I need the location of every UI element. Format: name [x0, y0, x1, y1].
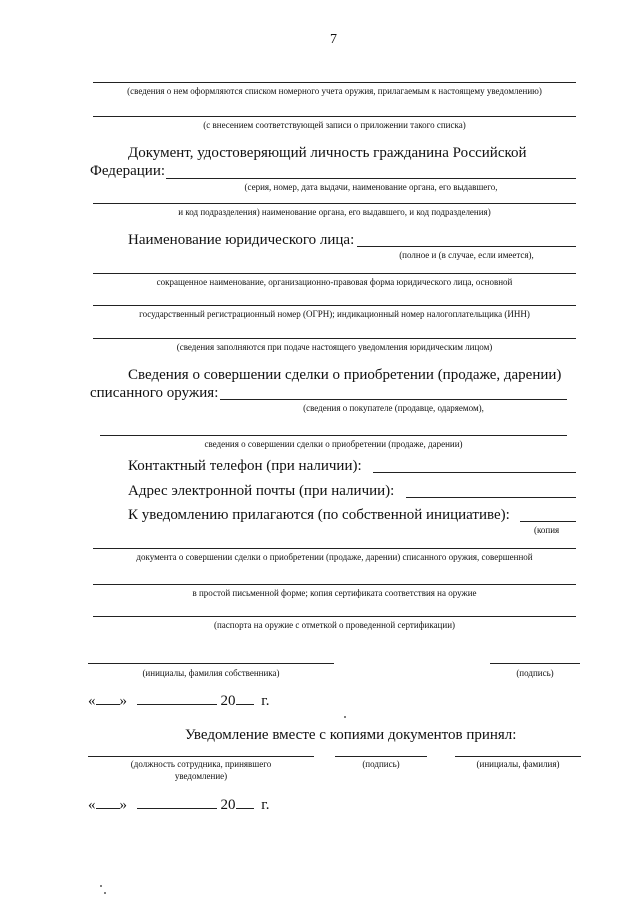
email-label: Адрес электронной почты (при наличии): — [128, 483, 395, 499]
owner-month-field[interactable] — [137, 692, 217, 705]
legal-entity-field[interactable] — [357, 246, 576, 247]
acceptance-year-field[interactable] — [236, 796, 254, 809]
employee-sign-caption: (подпись) — [362, 759, 400, 769]
identity-doc-field[interactable] — [166, 178, 576, 179]
list-note-line[interactable] — [93, 116, 576, 117]
attachments-label: К уведомлению прилагаются (по собственной инициативе): — [128, 507, 510, 523]
employee-name-field[interactable] — [455, 756, 581, 757]
employee-position-caption-2: уведомление) — [174, 771, 228, 781]
employee-position-field[interactable] — [88, 756, 314, 757]
owner-name-caption: (инициалы, фамилия собственника) — [142, 668, 280, 678]
deal-caption-1: (сведения о покупателе (продавце, одаряемом), — [303, 403, 484, 413]
attachments-field-3[interactable] — [93, 584, 576, 585]
email-field[interactable] — [406, 497, 576, 498]
phone-label: Контактный телефон (при наличии): — [128, 458, 362, 474]
owner-sign-caption: (подпись) — [516, 668, 554, 678]
acceptance-month-field[interactable] — [137, 796, 217, 809]
scan-speck — [100, 885, 102, 887]
deal-heading: Сведения о совершении сделки о приобретении (продаже, дарении) — [128, 367, 562, 383]
identity-doc-heading: Документ, удостоверяющий личность гражданина Российской — [128, 145, 527, 161]
owner-day-field[interactable] — [96, 692, 120, 705]
year-suffix: г. — [261, 693, 270, 709]
weapon-list-caption: (сведения о нем оформляются списком номерного учета оружия, прилагаемым к настоящему уведомлению) — [127, 86, 542, 96]
deal-label: списанного оружия: — [90, 385, 219, 401]
employee-name-caption: (инициалы, фамилия) — [476, 759, 560, 769]
attachments-field-2[interactable] — [93, 548, 576, 549]
attachments-caption-3: (паспорта на оружие с отметкой о проведенной сертификации) — [213, 620, 456, 630]
identity-doc-caption-1: (серия, номер, дата выдачи, наименование органа, его выдавшего, — [244, 182, 498, 192]
year-suffix: г. — [261, 797, 270, 813]
employee-sign-field[interactable] — [335, 756, 427, 757]
legal-entity-caption-2: сокращенное наименование, организационно-правовая форма юридического лица, основной — [156, 277, 513, 287]
deal-field-2[interactable] — [100, 435, 567, 436]
identity-doc-label: Федерации: — [90, 163, 166, 179]
legal-entity-field-2[interactable] — [93, 273, 576, 274]
weapon-list-line[interactable] — [93, 82, 576, 83]
scan-speck — [104, 892, 106, 894]
owner-sign-field[interactable] — [490, 663, 580, 664]
owner-year-field[interactable] — [236, 692, 254, 705]
employee-position-caption-1: (должность сотрудника, принявшего — [130, 759, 272, 769]
acceptance-title: Уведомление вместе с копиями документов принял: — [185, 727, 517, 743]
legal-entity-label: Наименование юридического лица: — [128, 232, 355, 248]
quote-open: « — [88, 797, 96, 813]
legal-entity-caption-3: государственный регистрационный номер (ОГРН); индикационный номер налогоплательщика (ИНН) — [139, 309, 530, 319]
attachments-caption-2: в простой письменной форме; копия сертификата соответствия на оружие — [192, 588, 477, 598]
identity-doc-field-2[interactable] — [93, 203, 576, 204]
quote-open: « — [88, 693, 96, 709]
phone-field[interactable] — [373, 472, 576, 473]
acceptance-day-field[interactable] — [96, 796, 120, 809]
legal-entity-field-4[interactable] — [93, 338, 576, 339]
owner-date — [88, 692, 269, 710]
legal-entity-caption-4: (сведения заполняются при подаче настоящего уведомления юридическим лицом) — [176, 342, 493, 352]
identity-doc-caption-2: и код подразделения) наименование органа, его выдавшего, и код подразделения) — [178, 207, 491, 217]
list-note-caption: (с внесением соответствующей записи о приложении такого списка) — [203, 120, 466, 130]
attachments-field[interactable] — [520, 521, 576, 522]
owner-name-field[interactable] — [88, 663, 334, 664]
deal-field[interactable] — [220, 399, 567, 400]
quote-close: » — [119, 693, 127, 709]
attachments-field-4[interactable] — [93, 616, 576, 617]
scan-speck — [344, 716, 346, 718]
page-number: 7 — [330, 32, 337, 47]
quote-close: » — [119, 797, 127, 813]
acceptance-date — [88, 796, 269, 814]
year-prefix: 20 — [220, 693, 236, 709]
legal-entity-field-3[interactable] — [93, 305, 576, 306]
legal-entity-caption-1: (полное и (в случае, если имеется), — [399, 250, 534, 260]
year-prefix: 20 — [220, 797, 236, 813]
deal-caption-2: сведения о совершении сделки о приобретении (продаже, дарении) — [204, 439, 463, 449]
attachments-caption-1: документа о совершении сделки о приобретении (продаже, дарении) списанного оружия, совершенной — [136, 552, 533, 562]
attachments-tail: (копия — [534, 525, 560, 535]
